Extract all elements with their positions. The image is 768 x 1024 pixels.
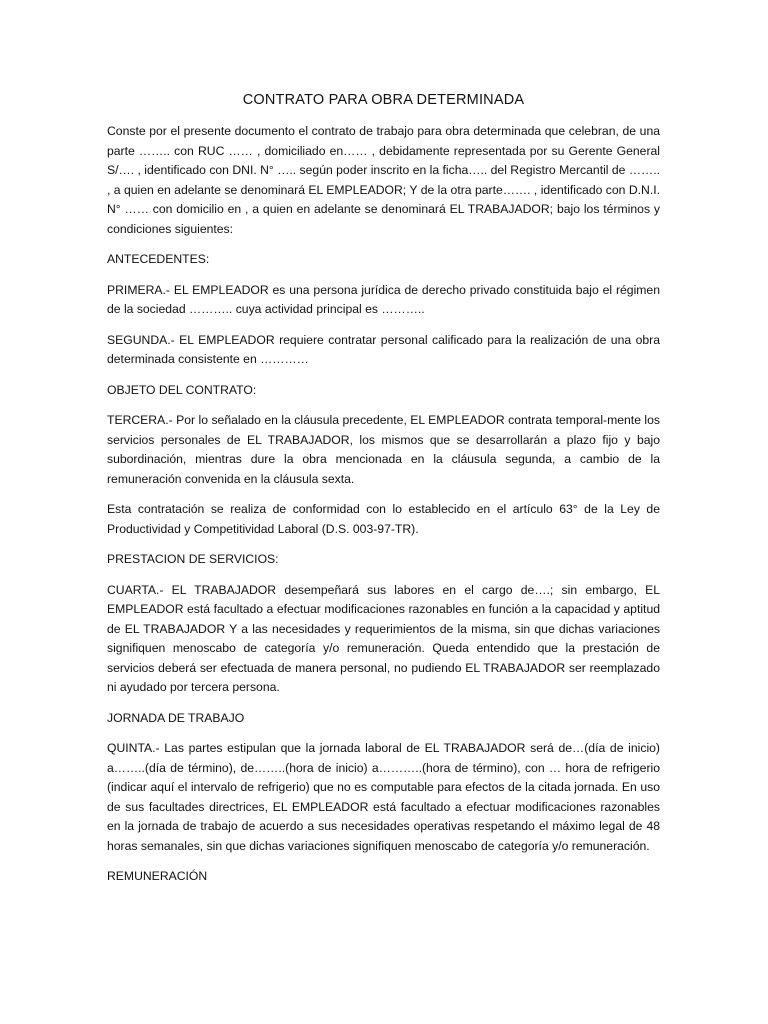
section-heading-remuneracion: REMUNERACIÓN <box>107 869 208 883</box>
document-page <box>107 92 660 898</box>
section-heading-antecedentes: ANTECEDENTES: <box>107 252 210 266</box>
clause-cuarta: CUARTA.- EL TRABAJADOR desempeñará sus labores en el cargo de….; sin embargo, EL EMPLEADOR está facultado a efectuar modificaciones razonables en función a la capacidad y aptitud de EL TRABAJADOR Y a las necesidades y requerimientos de la misma, sin que dichas variaciones signifiquen menoscabo de categoría y/o remuneración. Queda entendido que la prestación de servicios deberá ser efectuada de manera personal, no pudiendo EL TRABAJADOR ser reemplazado ni ayudado por tercera persona. <box>107 582 660 694</box>
contratacion-paragraph: Esta contratación se realiza de conformidad con lo establecido en el artículo 63° de la Ley de Productividad y Competitividad Laboral (D.S. 003-97-TR). <box>107 502 660 536</box>
section-heading-prestacion: PRESTACION DE SERVICIOS: <box>107 552 279 566</box>
clause-primera: PRIMERA.- EL EMPLEADOR es una persona jurídica de derecho privado constituida bajo el régimen de la sociedad ……….. cuya actividad principal es ……….. <box>107 282 660 316</box>
intro-paragraph: Conste por el presente documento el contrato de trabajo para obra determinada que celebran, de una parte …….. con RUC …… , domiciliado en…… , debidamente representada por su Gerente General S/…. , identificado con DNI. N° ….. según poder inscrito en la ficha….. del Registro Mercantil de …….. , a quien en adelante se denominará EL EMPLEADOR; Y de la otra parte……. , identificado con D.N.I. N° …… con domicilio en , a quien en adelante se denominará EL TRABAJADOR; bajo los términos y condiciones siguientes: <box>107 124 660 236</box>
section-heading-jornada: JORNADA DE TRABAJO <box>107 710 245 725</box>
clause-quinta: QUINTA.- Las partes estipulan que la jornada laboral de EL TRABAJADOR será de…(día de inicio) a……..(día de término), de……..(hora de inicio) a………..(hora de término), con … hora de refrigerio (indicar aquí el intervalo de refrigerio) que no es computable para efectos de la citada jornada. En uso de sus facultades directrices, EL EMPLEADOR está facultado a efectuar modificaciones razonables en la jornada de trabajo de acuerdo a sus necesidades operativas respetando el máximo legal de 48 horas semanales, sin que dichas variaciones signifiquen menoscabo de categoría y/o remuneración. <box>107 741 660 853</box>
clause-segunda: SEGUNDA.- EL EMPLEADOR requiere contratar personal calificado para la realización de una obra determinada consistente en ………… <box>107 332 660 366</box>
document-title: CONTRATO PARA OBRA DETERMINADA <box>242 92 525 108</box>
section-heading-objeto: OBJETO DEL CONTRATO: <box>107 382 257 397</box>
clause-tercera: TERCERA.- Por lo señalado en la cláusula precedente, EL EMPLEADOR contrata temporal-mente los servicios personales de EL TRABAJADOR, los mismos que se desarrollarán a plazo fijo y bajo subordinación, mientras dure la obra mencionada en la cláusula segunda, a cambio de la remuneración convenida en la cláusula sexta. <box>107 413 660 486</box>
